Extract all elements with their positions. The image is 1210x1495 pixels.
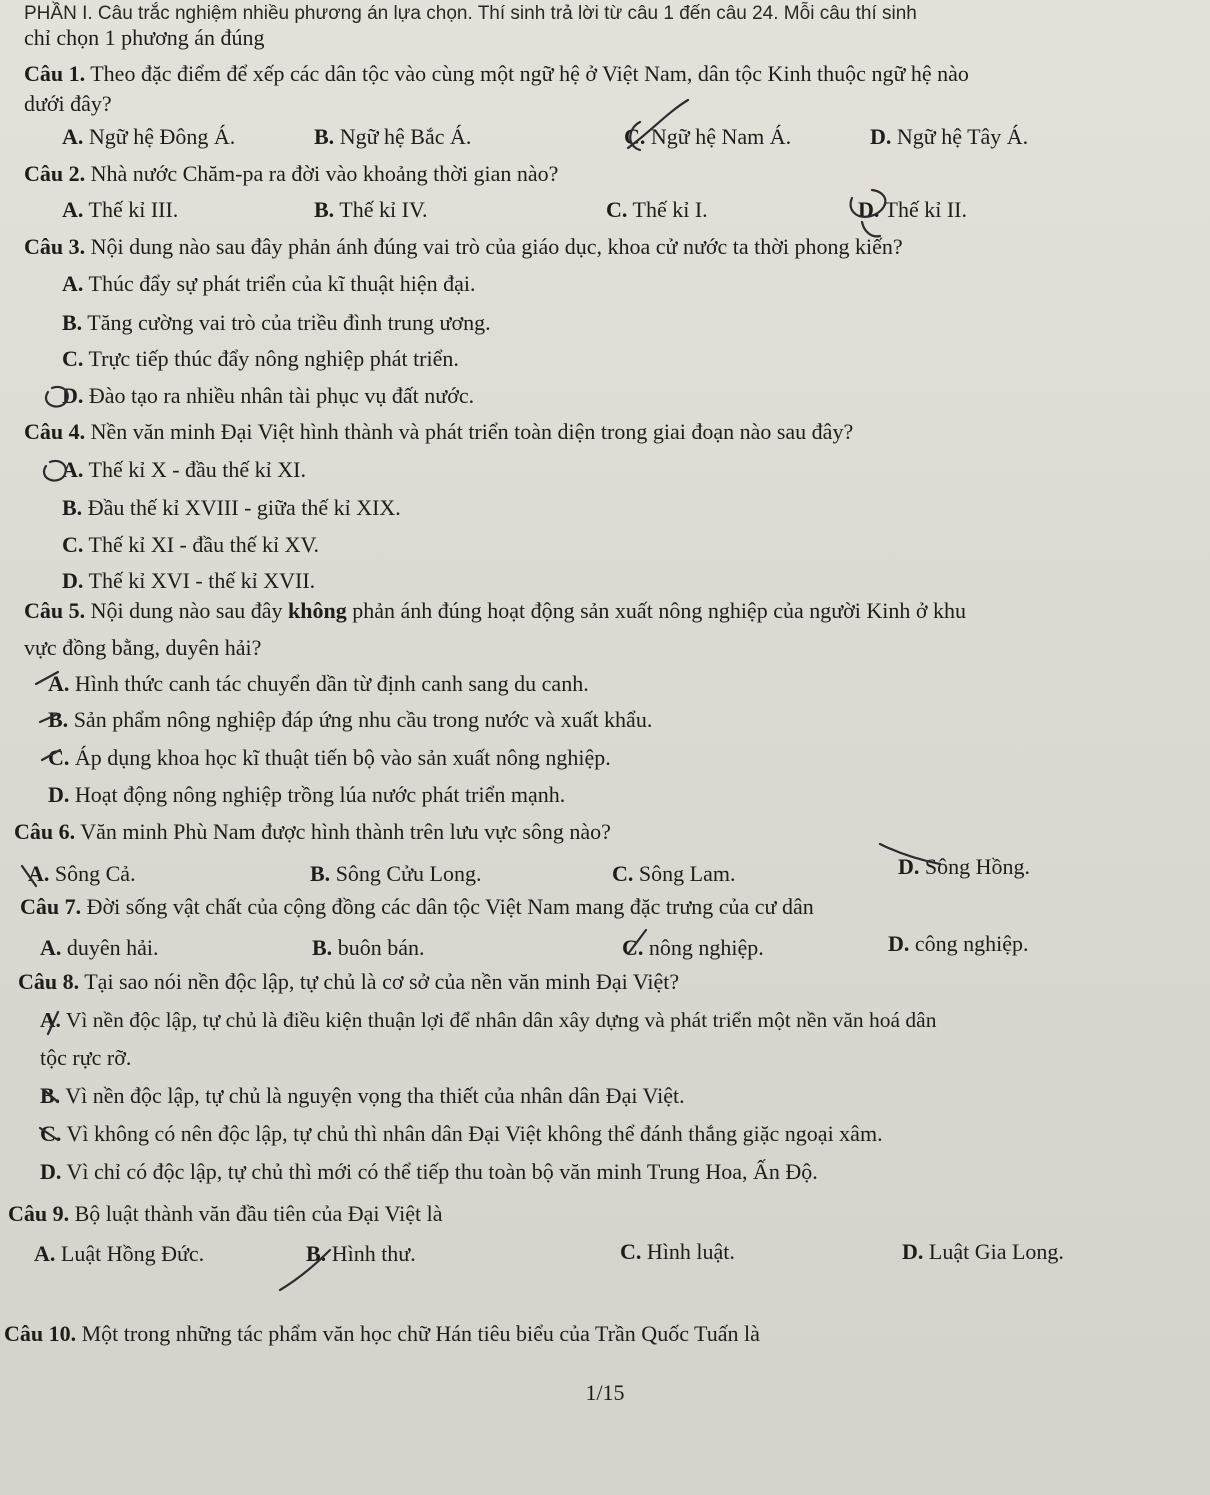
question-7 [20, 893, 814, 921]
q1-option-a[interactable]: A. Ngữ hệ Đông Á. [62, 124, 236, 149]
question-5-text-cont: vực đồng bằng, duyên hải? [24, 635, 262, 660]
question-3-label: Câu 3. [24, 234, 86, 259]
q4-option-b[interactable]: B. Đầu thế kỉ XVIII - giữa thế kỉ XIX. [62, 495, 401, 520]
question-2-text: Nhà nước Chăm-pa ra đời vào khoảng thời gian nào? [90, 161, 559, 186]
q6-option-b[interactable]: B. Sông Cửu Long. [310, 861, 482, 886]
question-4-label: Câu 4. [24, 419, 86, 444]
page-number: 1/15 [585, 1380, 625, 1405]
q2-option-d[interactable]: D. Thế kỉ II. [858, 197, 967, 222]
question-10-label: Câu 10. [4, 1321, 77, 1346]
q7-option-d[interactable]: D. công nghiệp. [888, 931, 1029, 956]
question-9-text: Bộ luật thành văn đầu tiên của Đại Việt là [74, 1201, 443, 1226]
question-2 [24, 160, 558, 188]
question-1-text: Theo đặc điểm để xếp các dân tộc vào cùng một ngữ hệ ở Việt Nam, dân tộc Kinh thuộc ngữ hệ nào [90, 61, 969, 86]
q8-option-c[interactable]: C. Vì không có nên độc lập, tự chủ thì nhân dân Đại Việt không thể đánh thắng giặc ngoại xâm. [40, 1121, 883, 1146]
question-10-text: Một trong những tác phẩm văn học chữ Hán tiêu biểu của Trần Quốc Tuấn là [81, 1321, 760, 1346]
q8-option-a-cont: tộc rực rỡ. [40, 1045, 132, 1070]
q7-option-c[interactable]: C. nông nghiệp. [622, 935, 764, 960]
q5-option-a[interactable]: A. Hình thức canh tác chuyển dần từ định canh sang du canh. [48, 671, 589, 696]
q3-option-b[interactable]: B. Tăng cường vai trò của triều đình trung ương. [62, 310, 491, 335]
q5-option-b[interactable]: B. Sản phẩm nông nghiệp đáp ứng nhu cầu trong nước và xuất khẩu. [48, 707, 653, 732]
question-1 [24, 60, 969, 88]
question-10 [4, 1320, 760, 1348]
question-8 [18, 968, 679, 996]
q9-option-d[interactable]: D. Luật Gia Long. [902, 1239, 1064, 1264]
question-5-negation: không [287, 598, 347, 623]
question-3 [24, 233, 903, 261]
q9-option-c[interactable]: C. Hình luật. [620, 1239, 735, 1264]
q6-option-a[interactable]: A. Sông Cả. [28, 861, 136, 886]
q8-option-d[interactable]: D. Vì chỉ có độc lập, tự chủ thì mới có thể tiếp thu toàn bộ văn minh Trung Hoa, Ấn Độ. [40, 1159, 818, 1184]
q4-option-a[interactable]: A. Thế kỉ X - đầu thế kỉ XI. [62, 457, 306, 482]
q3-option-d[interactable]: D. Đào tạo ra nhiều nhân tài phục vụ đất nước. [62, 383, 475, 408]
question-5: Câu 5. Nội dung nào sau đây không phản ánh đúng hoạt động sản xuất nông nghiệp của người Kinh ở khu [24, 598, 967, 623]
q1-option-d[interactable]: D. Ngữ hệ Tây Á. [870, 124, 1029, 149]
question-6-text: Văn minh Phù Nam được hình thành trên lưu vực sông nào? [80, 819, 611, 844]
question-4 [24, 418, 853, 446]
section-title-line2: chỉ chọn 1 phương án đúng [24, 25, 265, 50]
question-3-text: Nội dung nào sau đây phản ánh đúng vai trò của giáo dục, khoa cử nước ta thời phong kiến? [90, 234, 903, 259]
q1-option-c[interactable]: C. Ngữ hệ Nam Á. [624, 124, 792, 149]
q2-option-c[interactable]: C. Thế kỉ I. [606, 197, 708, 222]
question-9 [8, 1200, 443, 1228]
question-1-text-cont: dưới đây? [24, 91, 112, 116]
question-9-label: Câu 9. [8, 1201, 70, 1226]
q3-option-c[interactable]: C. Trực tiếp thúc đẩy nông nghiệp phát triển. [62, 346, 459, 371]
question-8-label: Câu 8. [18, 969, 80, 994]
q4-option-d[interactable]: D. Thế kỉ XVI - thế kỉ XVII. [62, 568, 316, 593]
q7-option-a[interactable]: A. duyên hải. [40, 935, 159, 960]
question-6 [14, 818, 611, 846]
section-title: PHẦN I. Câu trắc nghiệm nhiều phương án lựa chọn. Thí sinh trả lời từ câu 1 đến câu 24. Mỗi câu thí sinh [24, 3, 917, 24]
q1-option-b[interactable]: B. Ngữ hệ Bắc Á. [314, 124, 472, 149]
q6-option-d[interactable]: D. Sông Hồng. [898, 854, 1031, 879]
q3-option-a[interactable]: A. Thúc đẩy sự phát triển của kĩ thuật hiện đại. [62, 271, 476, 296]
question-4-text: Nền văn minh Đại Việt hình thành và phát triển toàn diện trong giai đoạn nào sau đây? [90, 419, 854, 444]
q2-option-b[interactable]: B. Thế kỉ IV. [314, 197, 428, 222]
question-2-label: Câu 2. [24, 161, 86, 186]
q9-option-b[interactable]: B. Hình thư. [306, 1241, 416, 1266]
question-7-text: Đời sống vật chất của cộng đồng các dân tộc Việt Nam mang đặc trưng của cư dân [86, 894, 814, 919]
q6-option-c[interactable]: C. Sông Lam. [612, 861, 736, 886]
q8-option-a[interactable]: A. Vì nền độc lập, tự chủ là điều kiện thuận lợi để nhân dân xây dựng và phát triển một nền văn hoá dân [40, 1008, 937, 1032]
question-1-label: Câu 1. [24, 61, 86, 86]
question-7-label: Câu 7. [20, 894, 82, 919]
q5-option-c[interactable]: C. Áp dụng khoa học kĩ thuật tiến bộ vào sản xuất nông nghiệp. [48, 745, 611, 770]
q5-option-d[interactable]: D. Hoạt động nông nghiệp trồng lúa nước phát triển mạnh. [48, 782, 566, 807]
q2-option-a[interactable]: A. Thế kỉ III. [62, 197, 179, 222]
q9-option-a[interactable]: A. Luật Hồng Đức. [34, 1241, 205, 1266]
q4-option-c[interactable]: C. Thế kỉ XI - đầu thế kỉ XV. [62, 532, 320, 557]
question-5-label: Câu 5. [24, 598, 86, 623]
question-8-text: Tại sao nói nền độc lập, tự chủ là cơ sở của nền văn minh Đại Việt? [84, 969, 680, 994]
q8-option-b[interactable]: B. Vì nền độc lập, tự chủ là nguyện vọng tha thiết của nhân dân Đại Việt. [40, 1083, 685, 1108]
question-6-label: Câu 6. [14, 819, 76, 844]
q7-option-b[interactable]: B. buôn bán. [312, 935, 425, 960]
